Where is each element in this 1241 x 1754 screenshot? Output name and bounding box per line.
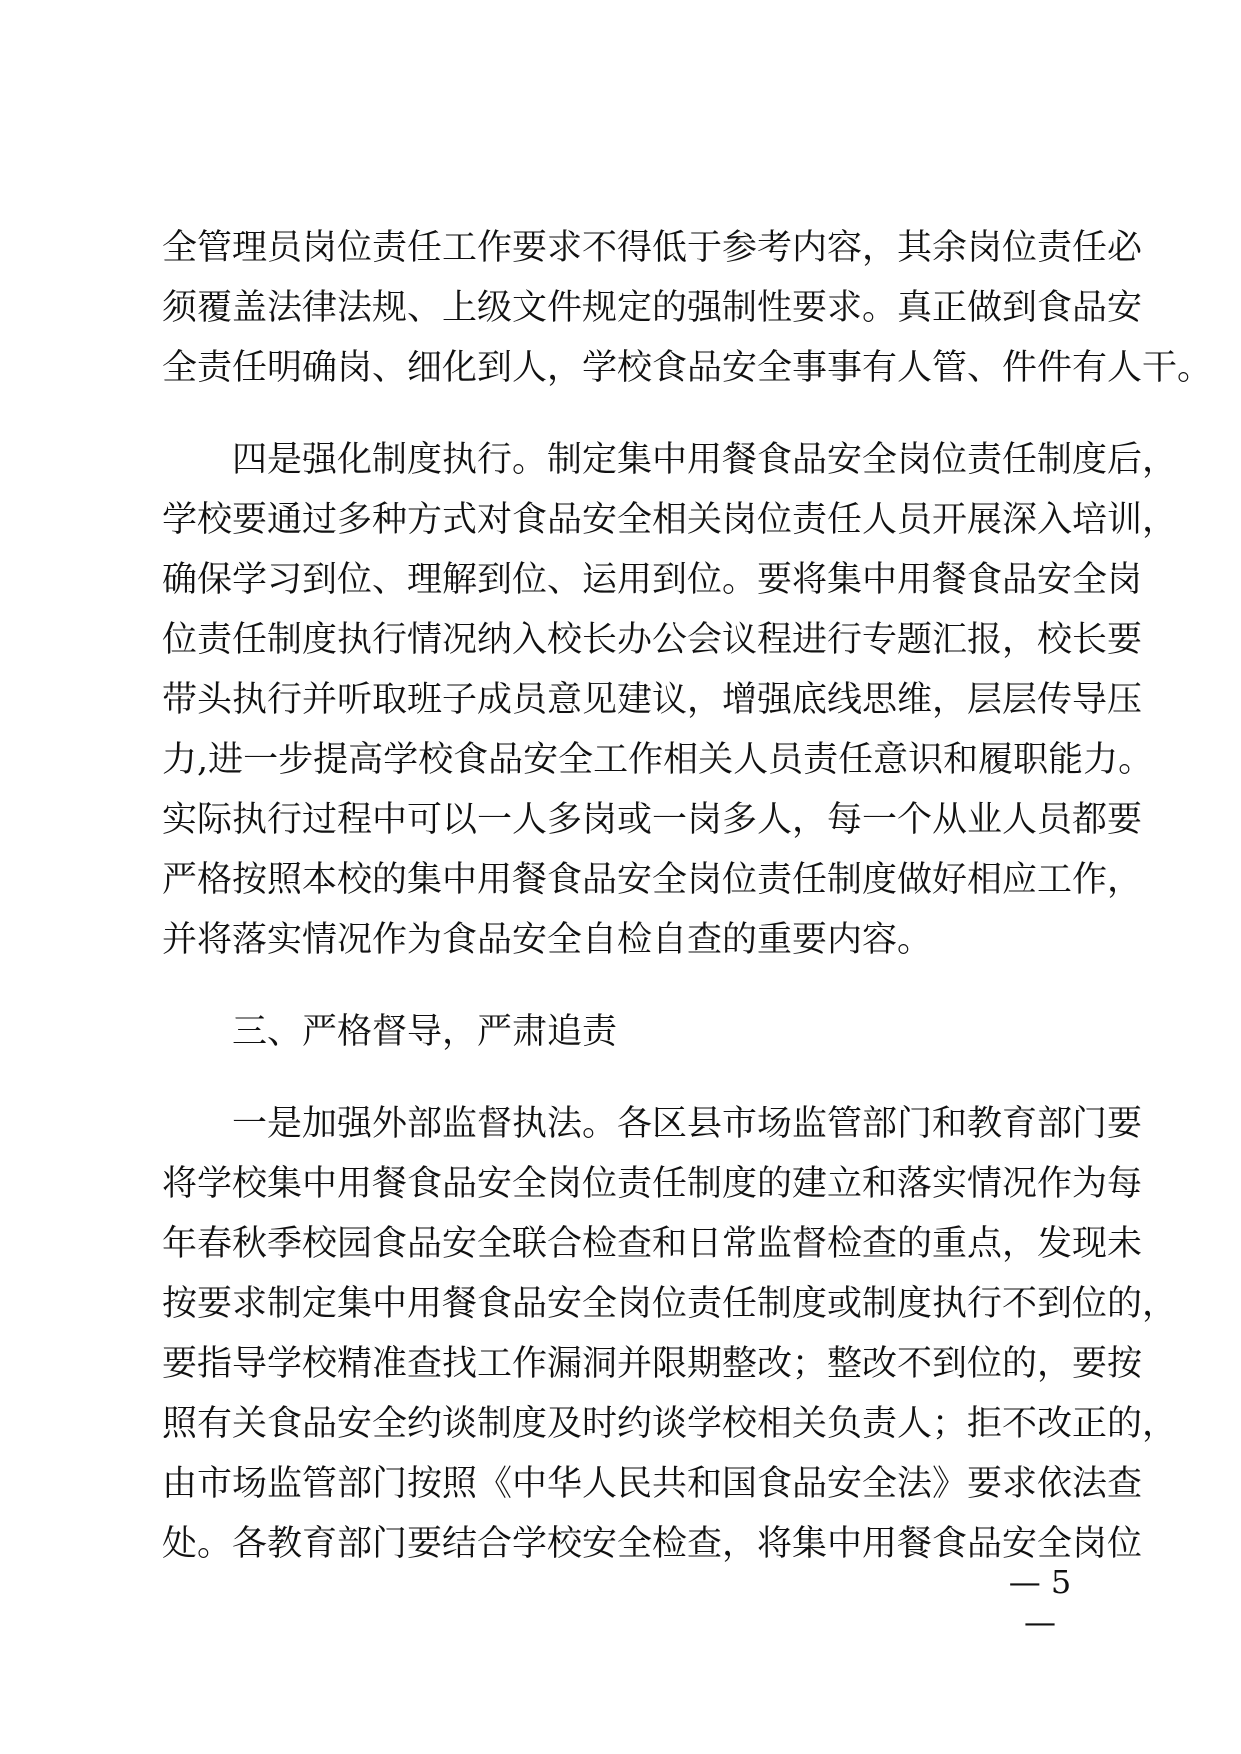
paragraph-line: 带头执行并听取班子成员意见建议，增强底线思维，层层传导压 — [162, 680, 1143, 720]
paragraph-line: 并将落实情况作为食品安全自检自查的重要内容。 — [162, 920, 933, 960]
paragraph-line: 严格按照本校的集中用餐食品安全岗位责任制度做好相应工作， — [162, 860, 1143, 900]
paragraph-line: 照有关食品安全约谈制度及时约谈学校相关负责人；拒不改正的， — [162, 1404, 1178, 1444]
paragraph-line: 按要求制定集中用餐食品安全岗位责任制度或制度执行不到位的， — [162, 1284, 1178, 1324]
paragraph-line: 处。各教育部门要结合学校安全检查，将集中用餐食品安全岗位 — [162, 1524, 1143, 1564]
paragraph-line: 年春秋季校园食品安全联合检查和日常监督检查的重点，发现未 — [162, 1224, 1143, 1264]
paragraph-line: 确保学习到位、理解到位、运用到位。要将集中用餐食品安全岗 — [162, 560, 1143, 600]
paragraph-line: 位责任制度执行情况纳入校长办公会议程进行专题汇报，校长要 — [162, 620, 1143, 660]
paragraph-line: 一是加强外部监督执法。各区县市场监管部门和教育部门要 — [232, 1104, 1143, 1144]
paragraph-line: 要指导学校精准查找工作漏洞并限期整改；整改不到位的，要按 — [162, 1344, 1143, 1384]
paragraph-line: 力,进一步提高学校食品安全工作相关人员责任意识和履职能力。 — [162, 740, 1154, 780]
section-heading: 三、严格督导，严肃追责 — [232, 1012, 618, 1052]
page-number: — 5 — — [1008, 1563, 1072, 1641]
paragraph-line: 全责任明确岗、细化到人，学校食品安全事事有人管、件件有人干。 — [162, 348, 1213, 388]
paragraph-line: 学校要通过多种方式对食品安全相关岗位责任人员开展深入培训， — [162, 500, 1178, 540]
paragraph-line: 四是强化制度执行。制定集中用餐食品安全岗位责任制度后， — [232, 440, 1178, 480]
paragraph-line: 将学校集中用餐食品安全岗位责任制度的建立和落实情况作为每 — [162, 1164, 1143, 1204]
paragraph-line: 实际执行过程中可以一人多岗或一岗多人，每一个从业人员都要 — [162, 800, 1143, 840]
paragraph-line: 全管理员岗位责任工作要求不得低于参考内容，其余岗位责任必 — [162, 228, 1143, 268]
paragraph-line: 须覆盖法律法规、上级文件规定的强制性要求。真正做到食品安 — [162, 288, 1143, 328]
paragraph-line: 由市场监管部门按照《中华人民共和国食品安全法》要求依法查 — [162, 1464, 1143, 1504]
